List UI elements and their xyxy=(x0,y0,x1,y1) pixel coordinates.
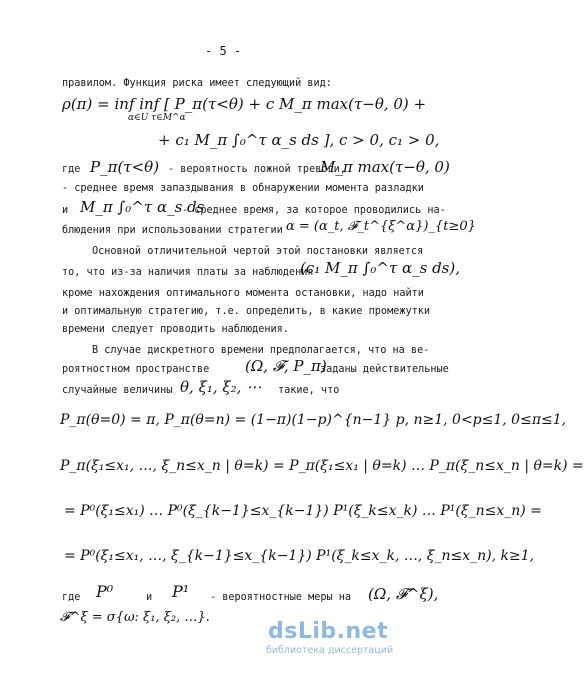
watermark xyxy=(266,619,436,659)
text-line: времени следует проводить наблюдения. xyxy=(62,324,289,335)
formula-random-variables: θ, ξ₁, ξ₂, ⋯ xyxy=(180,378,262,396)
watermark-logo: dsLib.net xyxy=(268,619,389,644)
text-line: правилом. Функция риска имеет следующий вид: xyxy=(62,78,332,89)
text-line: и xyxy=(62,205,69,216)
formula-risk-subscript: α∈U τ∈M^α xyxy=(128,113,186,123)
text-line: то, что из-за наличия платы за наблюдения xyxy=(62,267,314,278)
text-line: роятностном пространстве xyxy=(62,364,210,375)
formula-equation-4: = P⁰(ξ₁≤x₁, …, ξ_{k−1}≤x_{k−1}) P¹(ξ_k≤x_k, …, ξ_n≤x_n), k≥1, xyxy=(64,548,535,564)
text-line: случайные величины xyxy=(62,385,173,396)
formula-strategy: α = (α_t, 𝓕_t^{ξ^α})_{t≥0} xyxy=(286,219,476,234)
text-line: - среднее время запаздывания в обнаружении момента разладки xyxy=(62,183,424,194)
formula-delay: M_π max(τ−θ, 0) xyxy=(320,158,450,176)
formula-equation-3: = P⁰(ξ₁≤x₁) … P⁰(ξ_{k−1}≤x_{k−1}) P¹(ξ_k≤x_k) … P¹(ξ_n≤x_n) = xyxy=(64,503,542,519)
formula-p1: P¹ xyxy=(172,582,190,601)
formula-risk-line2: + c₁ M_π ∫₀^τ α_s ds ], c > 0, c₁ > 0, xyxy=(158,131,440,149)
text-line: - вероятностные меры на xyxy=(210,592,352,603)
text-line: - вероятность ложной тревоги, xyxy=(168,164,346,175)
text-line: и xyxy=(146,592,153,603)
text-line: такие, что xyxy=(278,385,340,396)
text-line: и оптимальную стратегию, т.е. определить, в какие промежутки xyxy=(62,306,431,317)
formula-cost: (c₁ M_π ∫₀^τ α_s ds), xyxy=(300,259,460,277)
text-line: заданы действительные xyxy=(320,364,449,375)
formula-equation-1: P_π(θ=0) = π, P_π(θ=n) = (1−π)(1−p)^{n−1} p, n≥1, 0<p≤1, 0≤π≤1, xyxy=(60,412,567,428)
text-line: где xyxy=(62,592,81,603)
watermark-caption: библиотека диссертаций xyxy=(266,645,394,656)
text-line: блюдения при использовании стратегии xyxy=(62,225,283,236)
text-line: кроме нахождения оптимального момента остановки, надо найти xyxy=(62,288,424,299)
page-number: - 5 - xyxy=(205,44,242,58)
text-line: где xyxy=(62,164,81,175)
text-line: В случае дискретного времени предполагается, что на ве- xyxy=(92,345,430,356)
formula-observations: M_π ∫₀^τ α_s ds xyxy=(80,198,205,216)
formula-p0: P⁰ xyxy=(96,582,114,601)
formula-sigma-algebra: 𝓕^ξ = σ{ω: ξ₁, ξ₂, …}. xyxy=(60,610,210,625)
formula-measurable-space: (Ω, 𝓕^ξ), xyxy=(368,585,439,603)
formula-risk-line1: ρ(π) = inf inf [ P_π(τ<θ) + c M_π max(τ−θ, 0) + xyxy=(62,95,427,113)
formula-equation-2: P_π(ξ₁≤x₁, …, ξ_n≤x_n | θ=k) = P_π(ξ₁≤x₁ | θ=k) … P_π(ξ_n≤x_n | θ=k) = xyxy=(60,458,584,474)
text-line: - среднее время, за которое проводились на- xyxy=(182,205,446,216)
formula-probability-space: (Ω, 𝓕, P_π) xyxy=(245,357,327,375)
formula-false-alarm: P_π(τ<θ) xyxy=(90,158,160,176)
text-line: Основной отличительной чертой этой постановки является xyxy=(92,246,424,257)
